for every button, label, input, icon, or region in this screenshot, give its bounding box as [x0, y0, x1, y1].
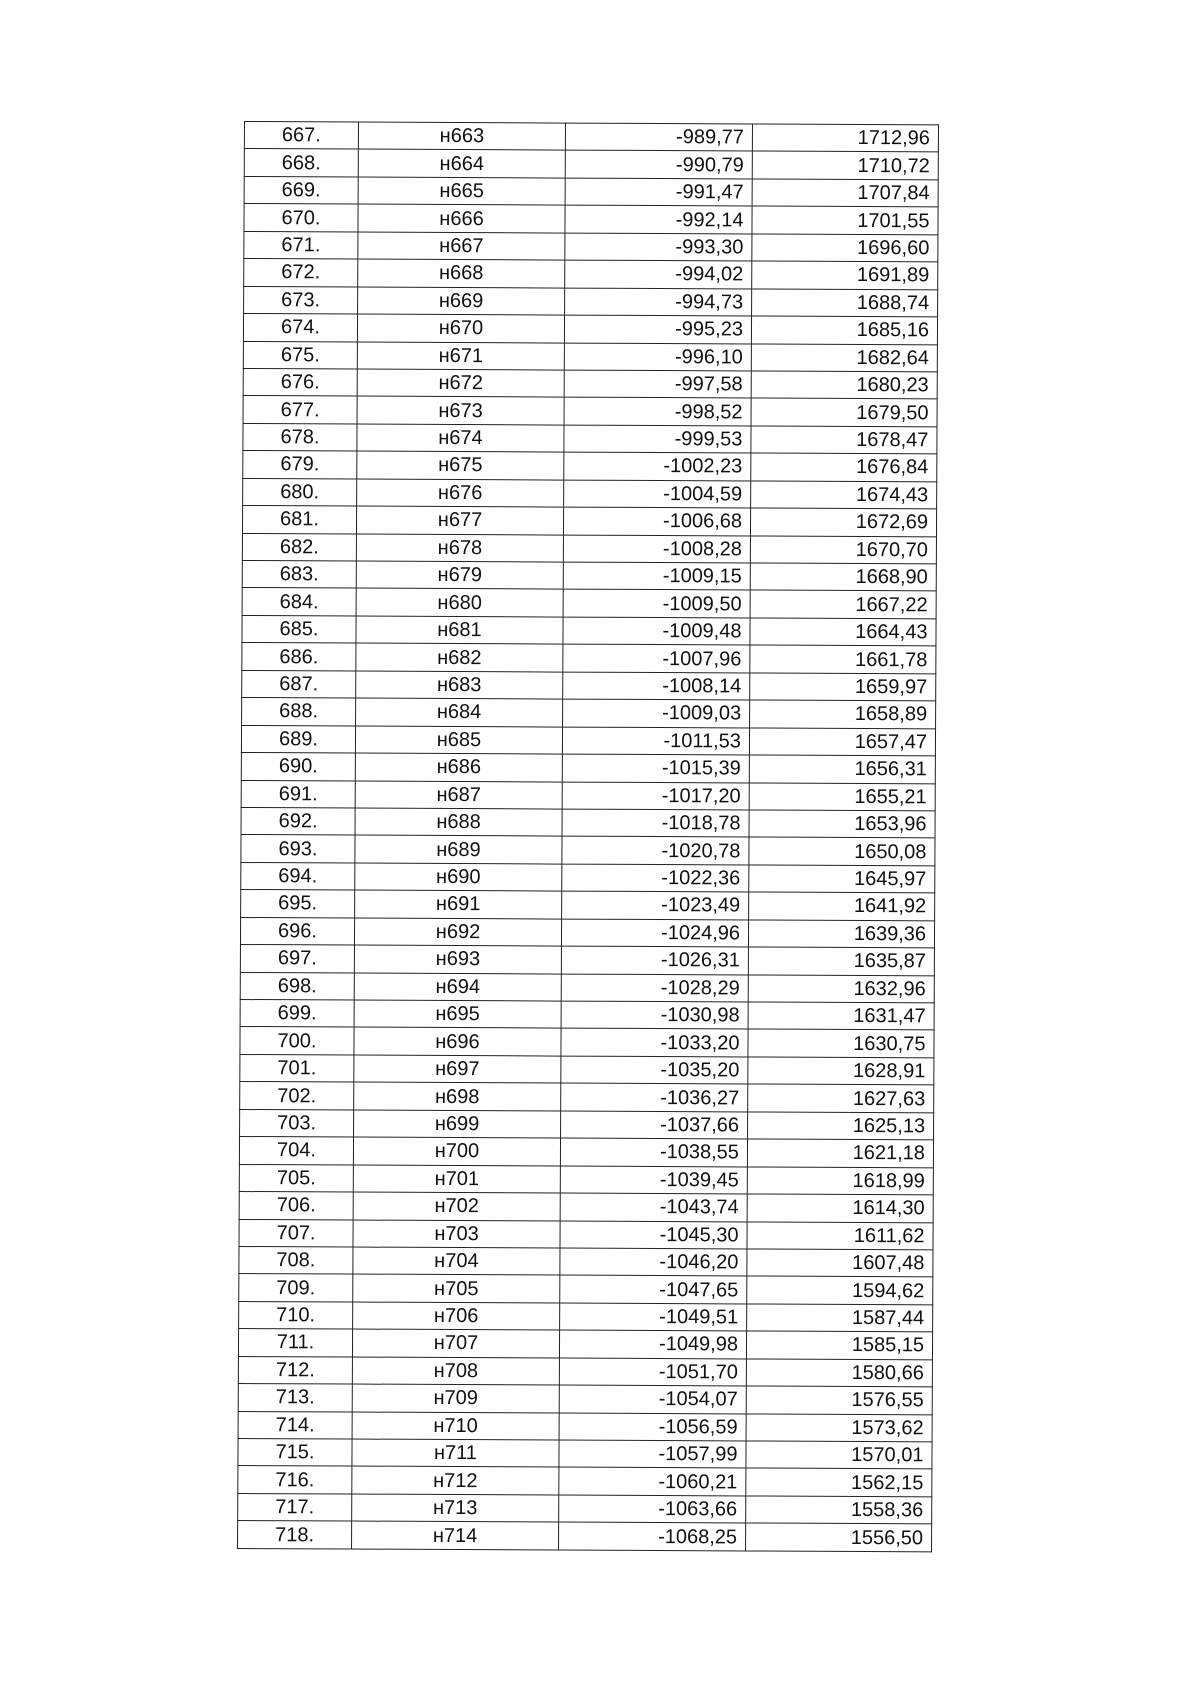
point-name-cell: н670	[357, 314, 564, 342]
table-row	[239, 1219, 933, 1250]
point-name-cell: н707	[352, 1329, 559, 1357]
x-coordinate-cell: -995,23	[564, 315, 751, 343]
y-coordinate-cell: 1655,21	[749, 782, 935, 810]
x-coordinate-cell: -1068,25	[559, 1522, 746, 1550]
table-row	[243, 396, 937, 427]
x-coordinate-cell: -1002,23	[564, 452, 751, 480]
table-row	[242, 698, 936, 729]
x-coordinate-cell: -1008,28	[563, 535, 750, 563]
point-name-cell: н688	[355, 808, 562, 836]
x-coordinate-cell: -1049,51	[560, 1303, 747, 1331]
y-coordinate-cell: 1667,22	[750, 590, 936, 618]
table-row	[239, 1301, 933, 1332]
row-number-cell: 668.	[244, 149, 358, 177]
y-coordinate-cell: 1631,47	[748, 1002, 934, 1030]
x-coordinate-cell: -992,14	[565, 205, 752, 233]
point-name-cell: н698	[354, 1082, 561, 1110]
point-name-cell: н701	[353, 1165, 560, 1193]
y-coordinate-cell: 1659,97	[750, 673, 936, 701]
row-number-cell: 712.	[238, 1356, 352, 1384]
point-name-cell: н706	[353, 1302, 560, 1330]
y-coordinate-cell: 1674,43	[751, 481, 937, 509]
row-number-cell: 698.	[240, 972, 354, 1000]
row-number-cell: 696.	[240, 917, 354, 945]
row-number-cell: 676.	[243, 368, 357, 396]
point-name-cell: н665	[358, 177, 565, 205]
table-row	[244, 176, 938, 207]
table-row	[240, 1109, 934, 1140]
y-coordinate-cell: 1656,31	[749, 755, 935, 783]
table-row	[240, 945, 934, 976]
x-coordinate-cell: -1035,20	[561, 1056, 748, 1084]
table-row	[238, 1438, 932, 1469]
x-coordinate-cell: -1018,78	[562, 809, 749, 837]
coordinates-table-body	[238, 122, 939, 1552]
table-row	[238, 1466, 932, 1497]
table-row	[243, 314, 937, 345]
table-row	[238, 1521, 932, 1552]
y-coordinate-cell: 1657,47	[749, 728, 935, 756]
y-coordinate-cell: 1679,50	[751, 398, 937, 426]
point-name-cell: н687	[355, 781, 562, 809]
x-coordinate-cell: -1009,15	[563, 562, 750, 590]
table-row	[239, 1246, 933, 1277]
y-coordinate-cell: 1618,99	[747, 1167, 933, 1195]
y-coordinate-cell: 1611,62	[747, 1221, 933, 1249]
x-coordinate-cell: -994,02	[565, 260, 752, 288]
x-coordinate-cell: -996,10	[564, 343, 751, 371]
point-name-cell: н690	[355, 863, 562, 891]
table-row	[242, 643, 936, 674]
x-coordinate-cell: -1045,30	[560, 1221, 747, 1249]
row-number-cell: 669.	[244, 176, 358, 204]
table-row	[242, 560, 936, 591]
point-name-cell: н671	[357, 342, 564, 370]
table-row	[244, 204, 938, 235]
x-coordinate-cell: -997,58	[564, 370, 751, 398]
y-coordinate-cell: 1573,62	[746, 1414, 932, 1442]
x-coordinate-cell: -1024,96	[561, 919, 748, 947]
y-coordinate-cell: 1707,84	[752, 179, 938, 207]
table-row	[241, 725, 935, 756]
row-number-cell: 702.	[240, 1082, 354, 1110]
x-coordinate-cell: -1039,45	[560, 1166, 747, 1194]
row-number-cell: 690.	[241, 753, 355, 781]
point-name-cell: н699	[354, 1110, 561, 1138]
x-coordinate-cell: -1008,14	[563, 672, 750, 700]
row-number-cell: 714.	[238, 1411, 352, 1439]
table-row	[244, 259, 938, 290]
x-coordinate-cell: -990,79	[565, 151, 752, 179]
point-name-cell: н703	[353, 1220, 560, 1248]
point-name-cell: н713	[352, 1494, 559, 1522]
row-number-cell: 700.	[240, 1027, 354, 1055]
point-name-cell: н666	[358, 204, 565, 232]
table-row	[244, 149, 938, 180]
y-coordinate-cell: 1585,15	[746, 1331, 932, 1359]
y-coordinate-cell: 1676,84	[751, 453, 937, 481]
y-coordinate-cell: 1685,16	[751, 316, 937, 344]
row-number-cell: 671.	[244, 231, 358, 259]
point-name-cell: н692	[354, 918, 561, 946]
point-name-cell: н678	[356, 534, 563, 562]
table-row	[243, 341, 937, 372]
y-coordinate-cell: 1587,44	[747, 1304, 933, 1332]
x-coordinate-cell: -1049,98	[559, 1330, 746, 1358]
y-coordinate-cell: 1580,66	[746, 1359, 932, 1387]
row-number-cell: 684.	[242, 588, 356, 616]
y-coordinate-cell: 1668,90	[750, 563, 936, 591]
point-name-cell: н702	[353, 1192, 560, 1220]
point-name-cell: н689	[355, 835, 562, 863]
x-coordinate-cell: -1009,48	[563, 617, 750, 645]
point-name-cell: н694	[354, 973, 561, 1001]
y-coordinate-cell: 1664,43	[750, 618, 936, 646]
x-coordinate-cell: -1007,96	[563, 644, 750, 672]
point-name-cell: н697	[354, 1055, 561, 1083]
table-row	[240, 1054, 934, 1085]
table-row	[241, 780, 935, 811]
y-coordinate-cell: 1621,18	[747, 1139, 933, 1167]
point-name-cell: н704	[353, 1247, 560, 1275]
y-coordinate-cell: 1607,48	[747, 1249, 933, 1277]
y-coordinate-cell: 1576,55	[746, 1386, 932, 1414]
point-name-cell: н676	[357, 479, 564, 507]
x-coordinate-cell: -1011,53	[562, 727, 749, 755]
point-name-cell: н709	[352, 1384, 559, 1412]
row-number-cell: 711.	[238, 1329, 352, 1357]
x-coordinate-cell: -1038,55	[560, 1138, 747, 1166]
point-name-cell: н677	[356, 506, 563, 534]
row-number-cell: 682.	[242, 533, 356, 561]
x-coordinate-cell: -1009,50	[563, 590, 750, 618]
y-coordinate-cell: 1672,69	[750, 508, 936, 536]
row-number-cell: 686.	[242, 643, 356, 671]
y-coordinate-cell: 1627,63	[748, 1084, 934, 1112]
y-coordinate-cell: 1696,60	[752, 234, 938, 262]
y-coordinate-cell: 1682,64	[751, 343, 937, 371]
x-coordinate-cell: -1056,59	[559, 1413, 746, 1441]
x-coordinate-cell: -1022,36	[562, 864, 749, 892]
table-row	[244, 122, 938, 153]
point-name-cell: н684	[356, 698, 563, 726]
point-name-cell: н669	[358, 287, 565, 315]
y-coordinate-cell: 1630,75	[748, 1029, 934, 1057]
table-row	[241, 862, 935, 893]
row-number-cell: 688.	[242, 698, 356, 726]
x-coordinate-cell: -1028,29	[561, 974, 748, 1002]
y-coordinate-cell: 1653,96	[749, 810, 935, 838]
x-coordinate-cell: -999,53	[564, 425, 751, 453]
row-number-cell: 687.	[242, 670, 356, 698]
x-coordinate-cell: -1030,98	[561, 1001, 748, 1029]
y-coordinate-cell: 1614,30	[747, 1194, 933, 1222]
table-row	[241, 890, 935, 921]
point-name-cell: н710	[352, 1412, 559, 1440]
y-coordinate-cell: 1594,62	[747, 1276, 933, 1304]
x-coordinate-cell: -1047,65	[560, 1275, 747, 1303]
row-number-cell: 706.	[239, 1192, 353, 1220]
x-coordinate-cell: -989,77	[565, 123, 752, 151]
x-coordinate-cell: -1033,20	[561, 1028, 748, 1056]
row-number-cell: 683.	[242, 560, 356, 588]
point-name-cell: н664	[358, 149, 565, 177]
row-number-cell: 681.	[242, 506, 356, 534]
y-coordinate-cell: 1570,01	[746, 1441, 932, 1469]
y-coordinate-cell: 1710,72	[752, 151, 938, 179]
table-row	[242, 670, 936, 701]
table-row	[243, 423, 937, 454]
point-name-cell: н705	[353, 1274, 560, 1302]
point-name-cell: н675	[357, 451, 564, 479]
x-coordinate-cell: -1026,31	[561, 946, 748, 974]
y-coordinate-cell: 1680,23	[751, 371, 937, 399]
x-coordinate-cell: -1004,59	[564, 480, 751, 508]
point-name-cell: н682	[356, 643, 563, 671]
table-row	[240, 972, 934, 1003]
table-row	[242, 615, 936, 646]
point-name-cell: н691	[355, 890, 562, 918]
point-name-cell: н667	[358, 232, 565, 260]
row-number-cell: 674.	[243, 314, 357, 342]
x-coordinate-cell: -1015,39	[562, 754, 749, 782]
y-coordinate-cell: 1558,36	[746, 1496, 932, 1524]
table-row	[243, 368, 937, 399]
x-coordinate-cell: -1037,66	[561, 1111, 748, 1139]
y-coordinate-cell: 1650,08	[749, 837, 935, 865]
point-name-cell: н695	[354, 1000, 561, 1028]
point-name-cell: н700	[353, 1137, 560, 1165]
table-row	[244, 231, 938, 262]
x-coordinate-cell: -1054,07	[559, 1385, 746, 1413]
table-row	[240, 1082, 934, 1113]
table-row	[239, 1137, 933, 1168]
y-coordinate-cell: 1688,74	[752, 289, 938, 317]
point-name-cell: н711	[352, 1439, 559, 1467]
y-coordinate-cell: 1691,89	[752, 261, 938, 289]
y-coordinate-cell: 1670,70	[750, 536, 936, 564]
row-number-cell: 718.	[238, 1521, 352, 1549]
y-coordinate-cell: 1632,96	[748, 975, 934, 1003]
table-row	[242, 533, 936, 564]
table-row	[240, 917, 934, 948]
row-number-cell: 707.	[239, 1219, 353, 1247]
x-coordinate-cell: -1046,20	[560, 1248, 747, 1276]
point-name-cell: н681	[356, 616, 563, 644]
row-number-cell: 709.	[239, 1274, 353, 1302]
point-name-cell: н683	[356, 671, 563, 699]
table-row	[238, 1493, 932, 1524]
table-row	[238, 1384, 932, 1415]
x-coordinate-cell: -1060,21	[559, 1467, 746, 1495]
row-number-cell: 695.	[241, 890, 355, 918]
y-coordinate-cell: 1635,87	[748, 947, 934, 975]
row-number-cell: 689.	[241, 725, 355, 753]
y-coordinate-cell: 1661,78	[750, 645, 936, 673]
table-row	[238, 1356, 932, 1387]
x-coordinate-cell: -993,30	[565, 233, 752, 261]
x-coordinate-cell: -1023,49	[562, 891, 749, 919]
y-coordinate-cell: 1678,47	[751, 426, 937, 454]
y-coordinate-cell: 1658,89	[750, 700, 936, 728]
table-row	[239, 1274, 933, 1305]
x-coordinate-cell: -1063,66	[559, 1495, 746, 1523]
table-row	[239, 1192, 933, 1223]
row-number-cell: 692.	[241, 807, 355, 835]
row-number-cell: 685.	[242, 615, 356, 643]
coordinates-table	[237, 121, 939, 1552]
point-name-cell: н708	[352, 1357, 559, 1385]
point-name-cell: н693	[354, 945, 561, 973]
x-coordinate-cell: -1043,74	[560, 1193, 747, 1221]
row-number-cell: 680.	[243, 478, 357, 506]
y-coordinate-cell: 1556,50	[746, 1523, 932, 1551]
x-coordinate-cell: -991,47	[565, 178, 752, 206]
row-number-cell: 678.	[243, 423, 357, 451]
table-row	[243, 451, 937, 482]
point-name-cell: н673	[357, 396, 564, 424]
row-number-cell: 710.	[239, 1301, 353, 1329]
y-coordinate-cell: 1701,55	[752, 206, 938, 234]
row-number-cell: 672.	[244, 259, 358, 287]
row-number-cell: 691.	[241, 780, 355, 808]
table-row	[241, 807, 935, 838]
row-number-cell: 715.	[238, 1438, 352, 1466]
table-row	[242, 588, 936, 619]
table-row	[239, 1164, 933, 1195]
row-number-cell: 679.	[243, 451, 357, 479]
x-coordinate-cell: -998,52	[564, 397, 751, 425]
row-number-cell: 708.	[239, 1246, 353, 1274]
table-row	[244, 286, 938, 317]
point-name-cell: н674	[357, 424, 564, 452]
row-number-cell: 697.	[240, 945, 354, 973]
point-name-cell: н679	[356, 561, 563, 589]
x-coordinate-cell: -994,73	[565, 288, 752, 316]
point-name-cell: н714	[352, 1521, 559, 1549]
point-name-cell: н696	[354, 1027, 561, 1055]
row-number-cell: 717.	[238, 1493, 352, 1521]
x-coordinate-cell: -1006,68	[563, 507, 750, 535]
row-number-cell: 701.	[240, 1054, 354, 1082]
point-name-cell: н680	[356, 588, 563, 616]
table-row	[238, 1329, 932, 1360]
row-number-cell: 713.	[238, 1384, 352, 1412]
point-name-cell: н685	[355, 726, 562, 754]
x-coordinate-cell: -1009,03	[563, 699, 750, 727]
y-coordinate-cell: 1562,15	[746, 1468, 932, 1496]
row-number-cell: 716.	[238, 1466, 352, 1494]
row-number-cell: 705.	[239, 1164, 353, 1192]
point-name-cell: н686	[355, 753, 562, 781]
y-coordinate-cell: 1712,96	[752, 124, 938, 152]
point-name-cell: н668	[358, 259, 565, 287]
row-number-cell: 677.	[243, 396, 357, 424]
point-name-cell: н712	[352, 1466, 559, 1494]
table-row	[240, 999, 934, 1030]
row-number-cell: 667.	[244, 122, 358, 150]
row-number-cell: 675.	[243, 341, 357, 369]
row-number-cell: 693.	[241, 835, 355, 863]
table-row	[241, 835, 935, 866]
row-number-cell: 703.	[240, 1109, 354, 1137]
table-row	[240, 1027, 934, 1058]
point-name-cell: н663	[358, 122, 565, 150]
table-row	[243, 478, 937, 509]
table-row	[242, 506, 936, 537]
row-number-cell: 694.	[241, 862, 355, 890]
table-row	[238, 1411, 932, 1442]
row-number-cell: 673.	[244, 286, 358, 314]
y-coordinate-cell: 1645,97	[749, 865, 935, 893]
y-coordinate-cell: 1628,91	[748, 1057, 934, 1085]
point-name-cell: н672	[357, 369, 564, 397]
y-coordinate-cell: 1641,92	[749, 892, 935, 920]
y-coordinate-cell: 1625,13	[748, 1112, 934, 1140]
x-coordinate-cell: -1017,20	[562, 782, 749, 810]
row-number-cell: 704.	[239, 1137, 353, 1165]
x-coordinate-cell: -1036,27	[561, 1083, 748, 1111]
x-coordinate-cell: -1051,70	[559, 1358, 746, 1386]
x-coordinate-cell: -1057,99	[559, 1440, 746, 1468]
table-row	[241, 753, 935, 784]
row-number-cell: 699.	[240, 999, 354, 1027]
y-coordinate-cell: 1639,36	[748, 920, 934, 948]
row-number-cell: 670.	[244, 204, 358, 232]
x-coordinate-cell: -1020,78	[562, 836, 749, 864]
